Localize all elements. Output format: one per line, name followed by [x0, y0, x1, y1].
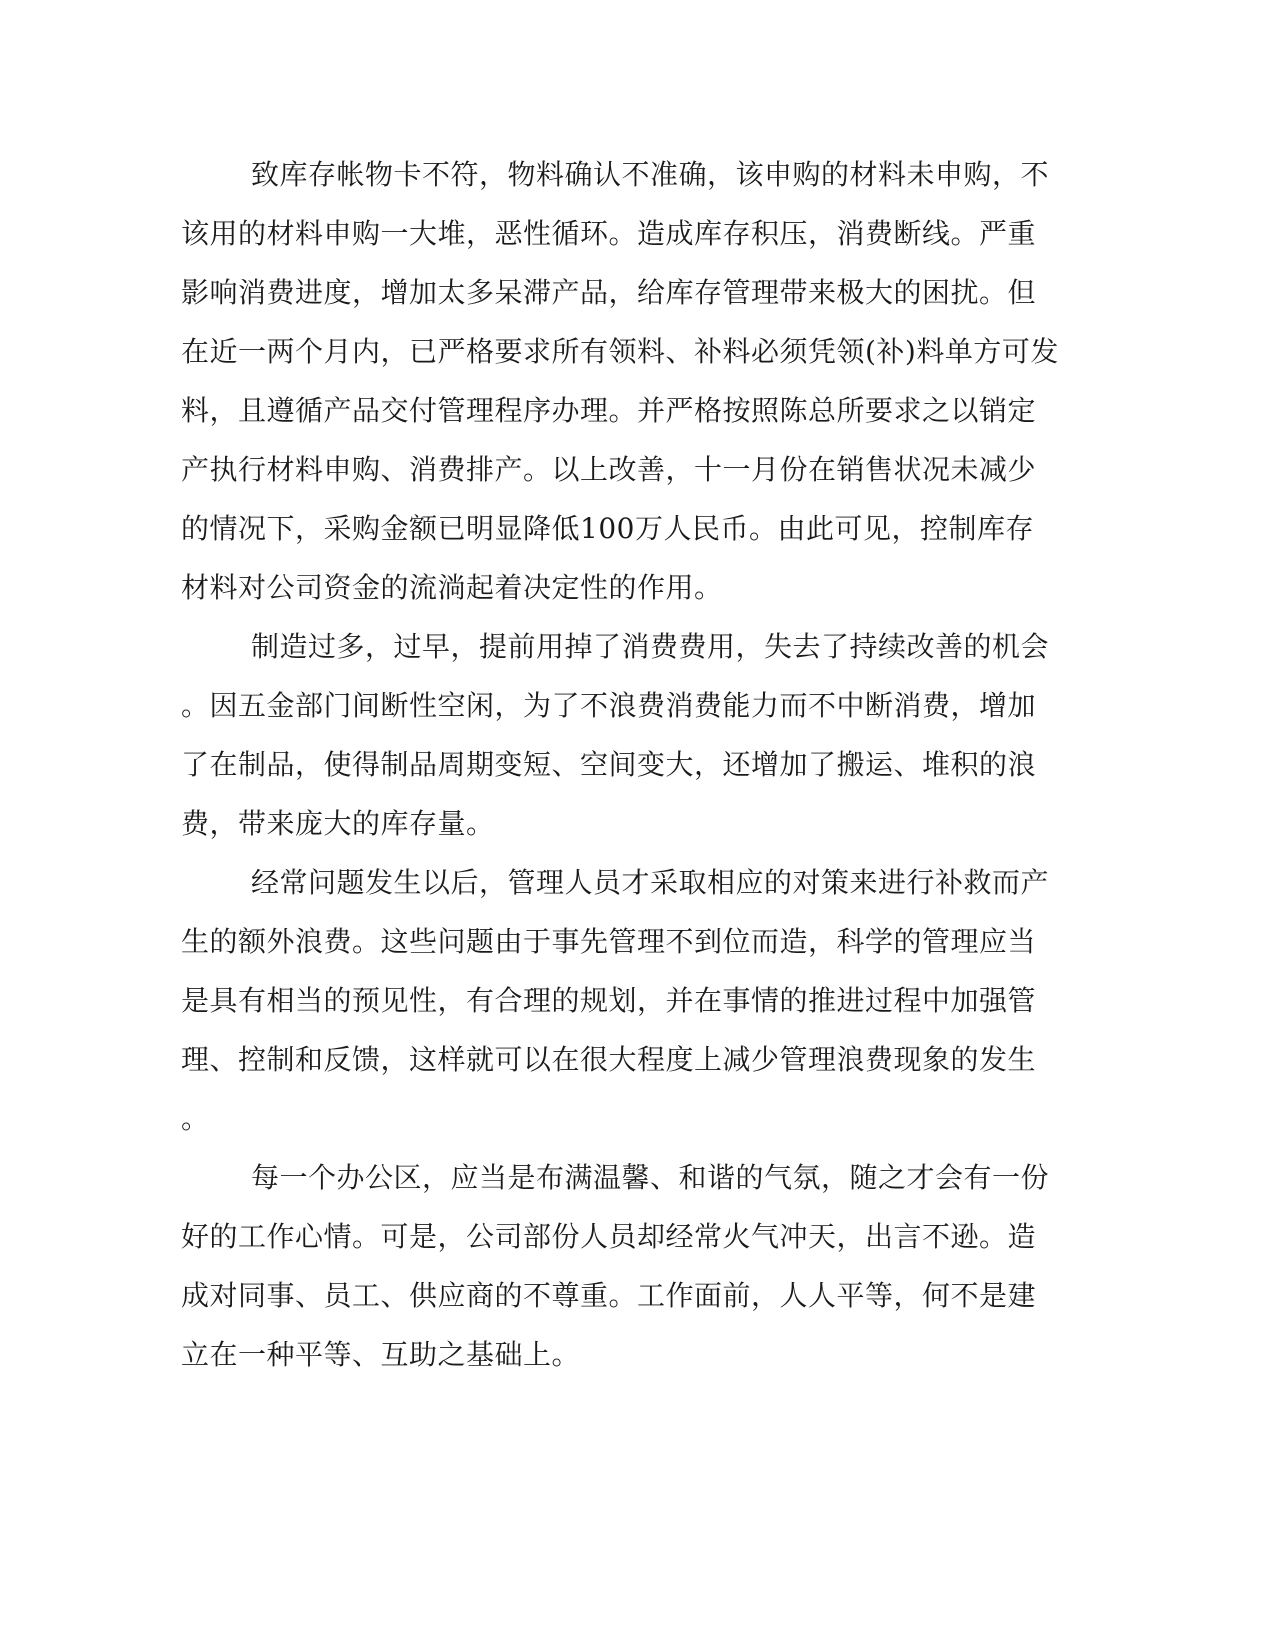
paragraph-1-line-3: 影响消费进度，增加太多呆滞产品，给库存管理带来极大的困扰。但 [181, 276, 1037, 309]
paragraph-3-line-1: 经常问题发生以后，管理人员才采取相应的对策来进行补救而产 [251, 866, 1050, 899]
paragraph-4-line-2: 好的工作心情。可是，公司部份人员却经常火气冲天，出言不逊。造 [181, 1220, 1037, 1253]
paragraph-4-line-1: 每一个办公区，应当是布满温馨、和谐的气氛，随之才会有一份 [251, 1161, 1050, 1194]
paragraph-1-line-4: 在近一两个月内，已严格要求所有领料、补料必须凭领(补)料单方可发 [181, 335, 1059, 368]
paragraph-2-line-4: 费，带来庞大的库存量。 [181, 807, 495, 840]
paragraph-1-line-1: 致库存帐物卡不符，物料确认不准确，该申购的材料未申购，不 [251, 158, 1050, 191]
paragraph-4-line-3: 成对同事、员工、供应商的不尊重。工作面前，人人平等，何不是建 [181, 1279, 1037, 1312]
paragraph-3-line-4: 理、控制和反馈，这样就可以在很大程度上减少管理浪费现象的发生 [181, 1043, 1037, 1076]
paragraph-2-line-3: 了在制品，使得制品周期变短、空间变大，还增加了搬运、堆积的浪 [181, 748, 1037, 781]
paragraph-3-line-3: 是具有相当的预见性，有合理的规划，并在事情的推进过程中加强管 [181, 984, 1037, 1017]
paragraph-4-line-4: 立在一种平等、互助之基础上。 [181, 1338, 581, 1371]
paragraph-2-line-2: 。因五金部门间断性空闲，为了不浪费消费能力而不中断消费，增加 [181, 689, 1037, 722]
paragraph-2-line-1: 制造过多，过早，提前用掉了消费费用，失去了持续改善的机会 [251, 630, 1050, 663]
paragraph-1-line-8: 材料对公司资金的流淌起着决定性的作用。 [181, 571, 723, 604]
paragraph-3-line-2: 生的额外浪费。这些问题由于事先管理不到位而造，科学的管理应当 [181, 925, 1037, 958]
paragraph-1-line-2: 该用的材料申购一大堆，恶性循环。造成库存积压，消费断线。严重 [181, 217, 1037, 250]
paragraph-1-line-7: 的情况下，采购金额已明显降低100万人民币。由此可见，控制库存 [181, 512, 1034, 545]
paragraph-1-line-5: 料，且遵循产品交付管理程序办理。并严格按照陈总所要求之以销定 [181, 394, 1037, 427]
paragraph-3-line-5: 。 [181, 1102, 210, 1135]
paragraph-1-line-6: 产执行材料申购、消费排产。以上改善，十一月份在销售状况未减少 [181, 453, 1037, 486]
